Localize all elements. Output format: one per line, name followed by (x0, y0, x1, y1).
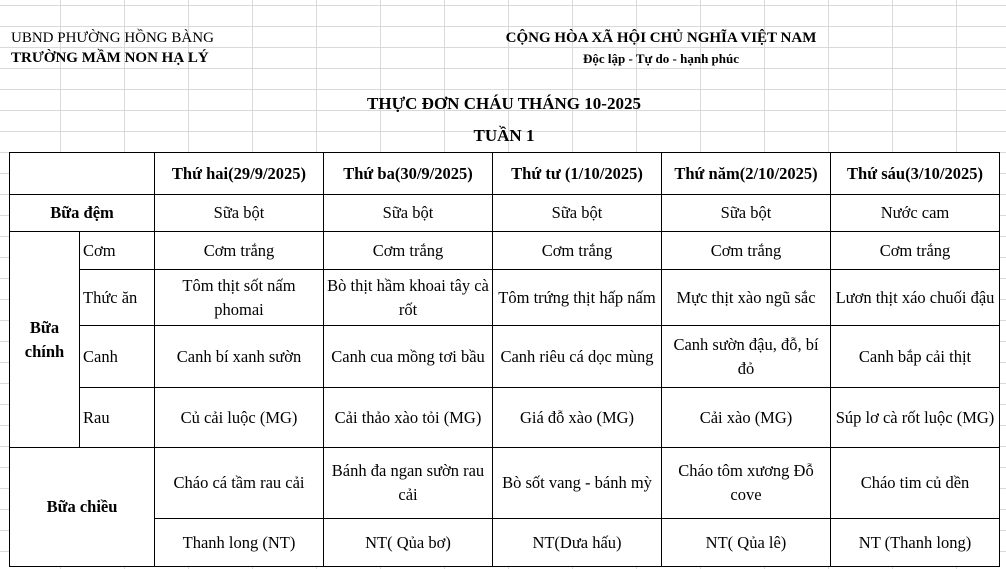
dish-type-label[interactable]: Canh (80, 326, 155, 388)
day-header[interactable]: Thứ năm(2/10/2025) (662, 153, 831, 195)
menu-cell[interactable]: Cơm trắng (831, 232, 1000, 270)
menu-cell[interactable]: Lươn thịt xáo chuối đậu (831, 270, 1000, 326)
day-header[interactable]: Thứ sáu(3/10/2025) (831, 153, 1000, 195)
snack-row (10, 195, 1000, 232)
day-header[interactable]: Thứ ba(30/9/2025) (324, 153, 493, 195)
menu-cell[interactable]: Sữa bột (493, 195, 662, 232)
menu-cell[interactable]: Giá đỗ xào (MG) (493, 388, 662, 448)
menu-cell[interactable]: Cơm trắng (662, 232, 831, 270)
dish-type-label[interactable]: Thức ăn (80, 270, 155, 326)
fruit-row (10, 519, 1000, 567)
day-header[interactable]: Thứ tư (1/10/2025) (493, 153, 662, 195)
afternoon-row (10, 448, 1000, 519)
snack-label[interactable]: Bữa đệm (10, 195, 155, 232)
menu-cell[interactable]: Cơm trắng (324, 232, 493, 270)
soup-row (10, 326, 1000, 388)
menu-cell[interactable]: Cải thảo xào tỏi (MG) (324, 388, 493, 448)
menu-cell[interactable]: Canh riêu cá dọc mùng (493, 326, 662, 388)
menu-cell[interactable]: Cháo tôm xương Đỗ cove (662, 448, 831, 519)
ward-name: UBND PHƯỜNG HỒNG BÀNG (11, 30, 214, 46)
menu-cell[interactable]: Bò sốt vang - bánh mỳ (493, 448, 662, 519)
menu-title: THỰC ĐƠN CHÁU THÁNG 10-2025 (367, 94, 641, 113)
main-dish-row (10, 270, 1000, 326)
afternoon-meal-label[interactable]: Bữa chiều (10, 448, 155, 567)
menu-cell[interactable]: Nước cam (831, 195, 1000, 232)
menu-cell[interactable]: Tôm thịt sốt nấm phomai (155, 270, 324, 326)
menu-cell[interactable]: Canh bí xanh sườn (155, 326, 324, 388)
menu-cell[interactable]: Cháo tim củ dền (831, 448, 1000, 519)
day-header-row (10, 153, 1000, 195)
menu-cell[interactable]: Củ cải luộc (MG) (155, 388, 324, 448)
rice-row (10, 232, 1000, 270)
menu-cell[interactable]: Bánh đa ngan sườn rau cải (324, 448, 493, 519)
menu-cell[interactable]: Canh bắp cải thịt (831, 326, 1000, 388)
menu-cell[interactable]: NT(Dưa hấu) (493, 519, 662, 567)
week-title: TUẦN 1 (473, 126, 535, 145)
dish-type-label[interactable]: Cơm (80, 232, 155, 270)
national-motto: Độc lập - Tự do - hạnh phúc (582, 51, 740, 66)
menu-cell[interactable]: Sữa bột (155, 195, 324, 232)
menu-cell[interactable]: Cải xào (MG) (662, 388, 831, 448)
corner-cell (10, 153, 155, 195)
main-meal-label[interactable]: Bữa chính (10, 232, 80, 448)
dish-type-label[interactable]: Rau (80, 388, 155, 448)
menu-cell[interactable]: Cơm trắng (493, 232, 662, 270)
menu-cell[interactable]: NT (Thanh long) (831, 519, 1000, 567)
menu-cell[interactable]: NT( Qủa bơ) (324, 519, 493, 567)
menu-table (9, 152, 1000, 567)
school-name: TRƯỜNG MẦM NON HẠ LÝ (11, 50, 209, 66)
menu-cell[interactable]: Canh cua mồng tơi bầu (324, 326, 493, 388)
menu-cell[interactable]: Tôm trứng thịt hấp nấm (493, 270, 662, 326)
menu-cell[interactable]: Sữa bột (324, 195, 493, 232)
menu-cell[interactable]: Sữa bột (662, 195, 831, 232)
menu-cell[interactable]: Mực thịt xào ngũ sắc (662, 270, 831, 326)
nation-name: CỘNG HÒA XÃ HỘI CHỦ NGHĨA VIỆT NAM (505, 30, 817, 46)
menu-cell[interactable]: Súp lơ cà rốt luộc (MG) (831, 388, 1000, 448)
day-header[interactable]: Thứ hai(29/9/2025) (155, 153, 324, 195)
vegetable-row (10, 388, 1000, 448)
menu-cell[interactable]: Thanh long (NT) (155, 519, 324, 567)
menu-cell[interactable]: Cháo cá tầm rau cải (155, 448, 324, 519)
menu-cell[interactable]: Cơm trắng (155, 232, 324, 270)
menu-cell[interactable]: Bò thịt hầm khoai tây cà rốt (324, 270, 493, 326)
menu-cell[interactable]: NT( Qủa lê) (662, 519, 831, 567)
menu-cell[interactable]: Canh sườn đậu, đỗ, bí đỏ (662, 326, 831, 388)
